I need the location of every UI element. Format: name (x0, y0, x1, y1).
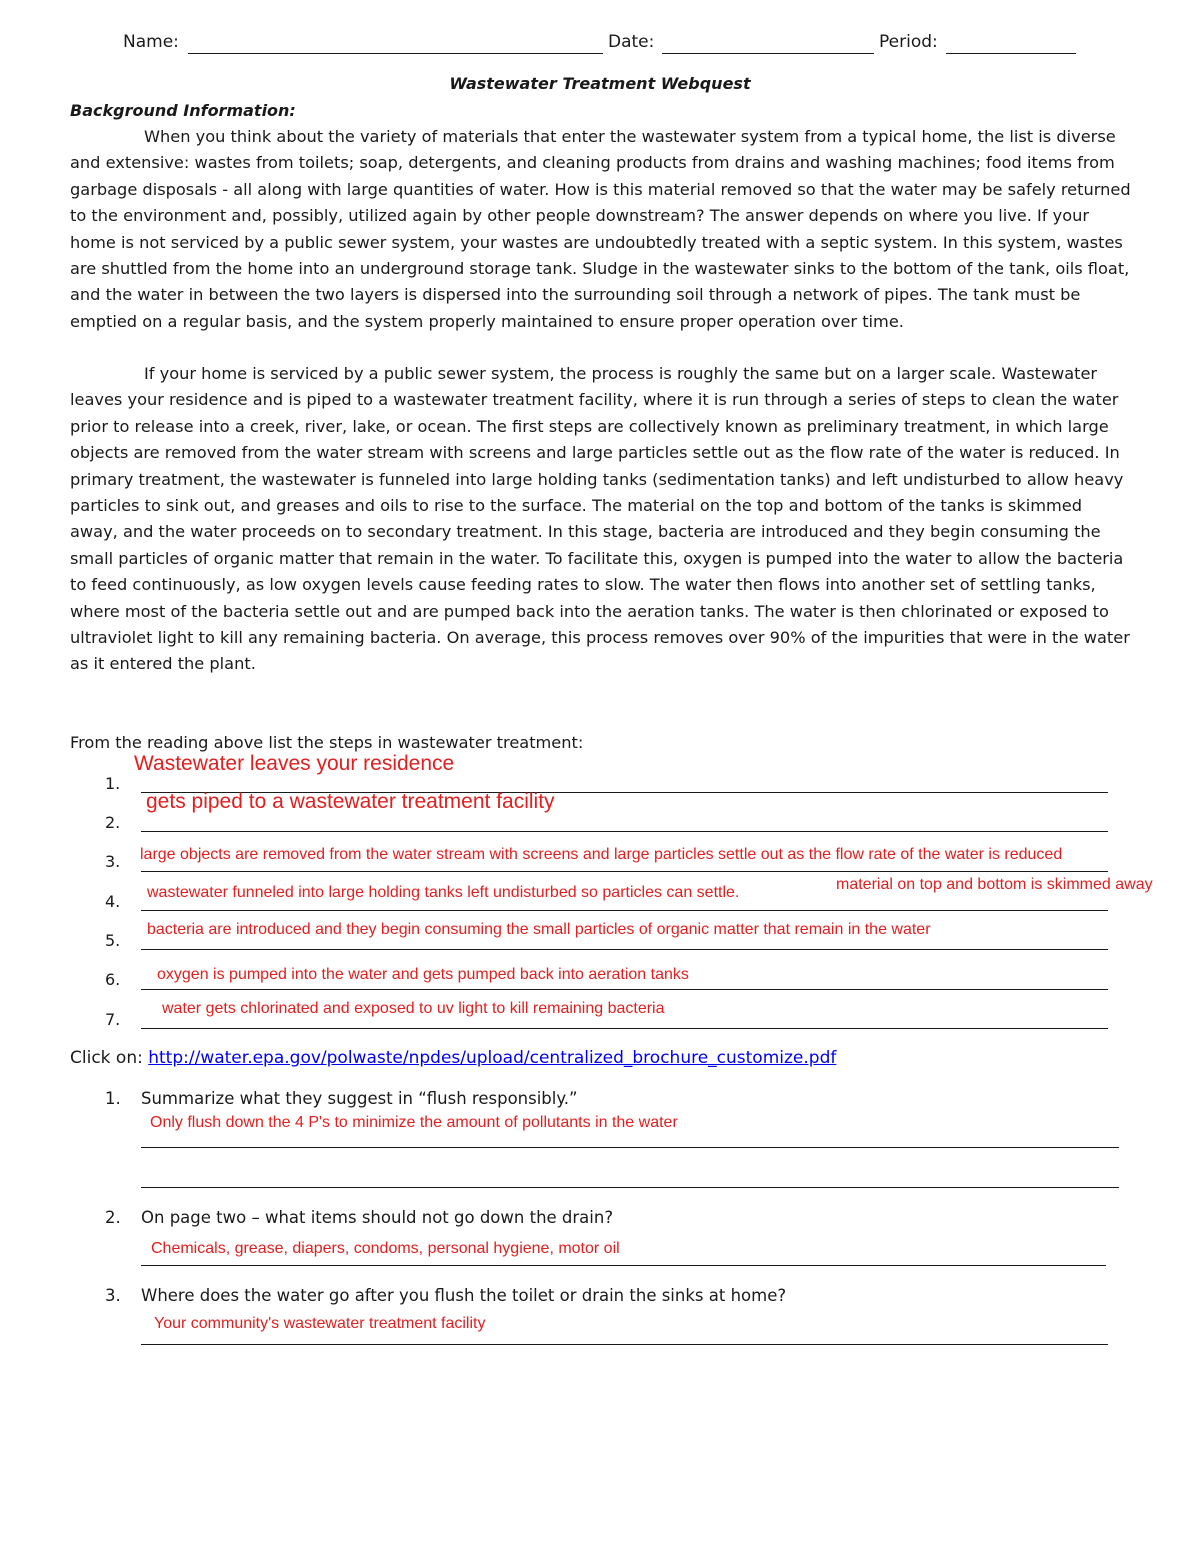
name-field[interactable] (188, 53, 603, 54)
brochure-link[interactable]: http://water.epa.gov/polwaste/npdes/upload/centralized_brochure_customize.pdf (148, 1048, 837, 1068)
click-label: Click on: (70, 1048, 143, 1068)
step-number: 5. (105, 931, 121, 950)
step-answer-extra: material on top and bottom is skimmed away (836, 876, 1153, 893)
step-answer: Wastewater leaves your residence (134, 752, 455, 775)
step-answer: bacteria are introduced and they begin consuming the small particles of organic matter that remain in the water (147, 921, 931, 938)
paragraph-1-text: When you think about the variety of materials that enter the wastewater system from a typical home, the list is diverse and extensive: wastes from toilets; soap, detergents, and cleaning products from drains and washing machines; food items from garbage disposals - all along with large quantities of water. How is this material removed so that the water may be safely returned to the environment and, possibly, utilized again by other people downstream? The answer depends on where you live. If your home is not serviced by a public sewer system, your wastes are undoubtedly treated with a septic system. In this system, wastes are shuttled from the home into an underground storage tank. Sludge in the wastewater sinks to the bottom of the tank, oils float, and the water in between the two layers is dispersed into the surrounding soil through a network of pipes. The tank must be emptied on a regular basis, and the system properly maintained to ensure proper operation over time. (70, 127, 1131, 331)
question-text: On page two – what items should not go down the drain? (141, 1208, 614, 1227)
step-number: 1. (105, 774, 121, 793)
question-number: 3. (105, 1286, 121, 1305)
question-answer-line[interactable] (141, 1344, 1108, 1345)
question-text: Summarize what they suggest in “flush responsibly.” (141, 1089, 578, 1108)
question-answer: Chemicals, grease, diapers, condoms, personal hygiene, motor oil (151, 1240, 620, 1257)
name-label: Name: (123, 32, 179, 52)
step-answer: wastewater funneled into large holding tanks left undisturbed so particles can settle. (147, 884, 740, 901)
step-answer: water gets chlorinated and exposed to uv light to kill remaining bacteria (162, 1000, 665, 1017)
step-answer-line[interactable] (141, 871, 1108, 872)
step-answer-line[interactable] (141, 989, 1108, 990)
step-number: 6. (105, 970, 121, 989)
page-title: Wastewater Treatment Webquest (449, 74, 751, 93)
period-field[interactable] (946, 53, 1076, 54)
background-paragraph-1 (70, 124, 1132, 335)
question-answer-line[interactable] (141, 1187, 1119, 1188)
question-number: 2. (105, 1208, 121, 1227)
question-text: Where does the water go after you flush the toilet or drain the sinks at home? (141, 1286, 787, 1305)
background-heading: Background Information: (70, 101, 296, 120)
question-answer: Your community's wastewater treatment facility (154, 1315, 486, 1332)
date-field[interactable] (662, 53, 874, 54)
background-paragraph-2 (70, 361, 1132, 678)
step-number: 4. (105, 892, 121, 911)
step-answer: gets piped to a wastewater treatment facility (146, 790, 555, 813)
step-answer-line[interactable] (141, 1028, 1108, 1029)
steps-prompt: From the reading above list the steps in wastewater treatment: (70, 733, 584, 752)
paragraph-2-text: If your home is serviced by a public sewer system, the process is roughly the same but on a larger scale. Wastewater leaves your residence and is piped to a wastewater treatment facility, where it is run through a series of steps to clean the water prior to release into a creek, river, lake, or ocean. The first steps are collectively known as preliminary treatment, in which large objects are removed from the water stream with screens and large particles settle out as the flow rate of the water is reduced. In primary treatment, the wastewater is funneled into large holding tanks (sedimentation tanks) and left undisturbed to allow heavy particles to sink out, and greases and oils to rise to the surface. The material on the top and bottom of the tanks is skimmed away, and the water proceeds on to secondary treatment. In this stage, bacteria are introduced and they begin consuming the small particles of organic matter that remain in the water. To facilitate this, oxygen is pumped into the water to allow the bacteria to feed continuously, as low oxygen levels cause feeding rates to slow. The water then flows into another set of settling tanks, where most of the bacteria settle out and are pumped back into the aeration tanks. The water is then chlorinated or exposed to ultraviolet light to kill any remaining bacteria. On average, this process removes over 90% of the impurities that were in the water as it entered the plant. (70, 364, 1130, 674)
click-instruction (70, 1048, 836, 1068)
step-answer-line[interactable] (141, 910, 1108, 911)
step-answer: large objects are removed from the water stream with screens and large particles settle out as the flow rate of the water is reduced (140, 846, 1063, 863)
question-answer-line[interactable] (141, 1147, 1119, 1148)
date-label: Date: (608, 32, 655, 52)
step-number: 3. (105, 852, 121, 871)
step-answer-line[interactable] (141, 949, 1108, 950)
step-answer-line[interactable] (141, 831, 1108, 832)
step-answer: oxygen is pumped into the water and gets pumped back into aeration tanks (157, 966, 689, 983)
period-label: Period: (879, 32, 938, 52)
question-answer: Only flush down the 4 P's to minimize the amount of pollutants in the water (150, 1114, 678, 1131)
question-answer-line[interactable] (141, 1265, 1106, 1266)
question-number: 1. (105, 1089, 121, 1108)
step-number: 7. (105, 1010, 121, 1029)
step-number: 2. (105, 813, 121, 832)
